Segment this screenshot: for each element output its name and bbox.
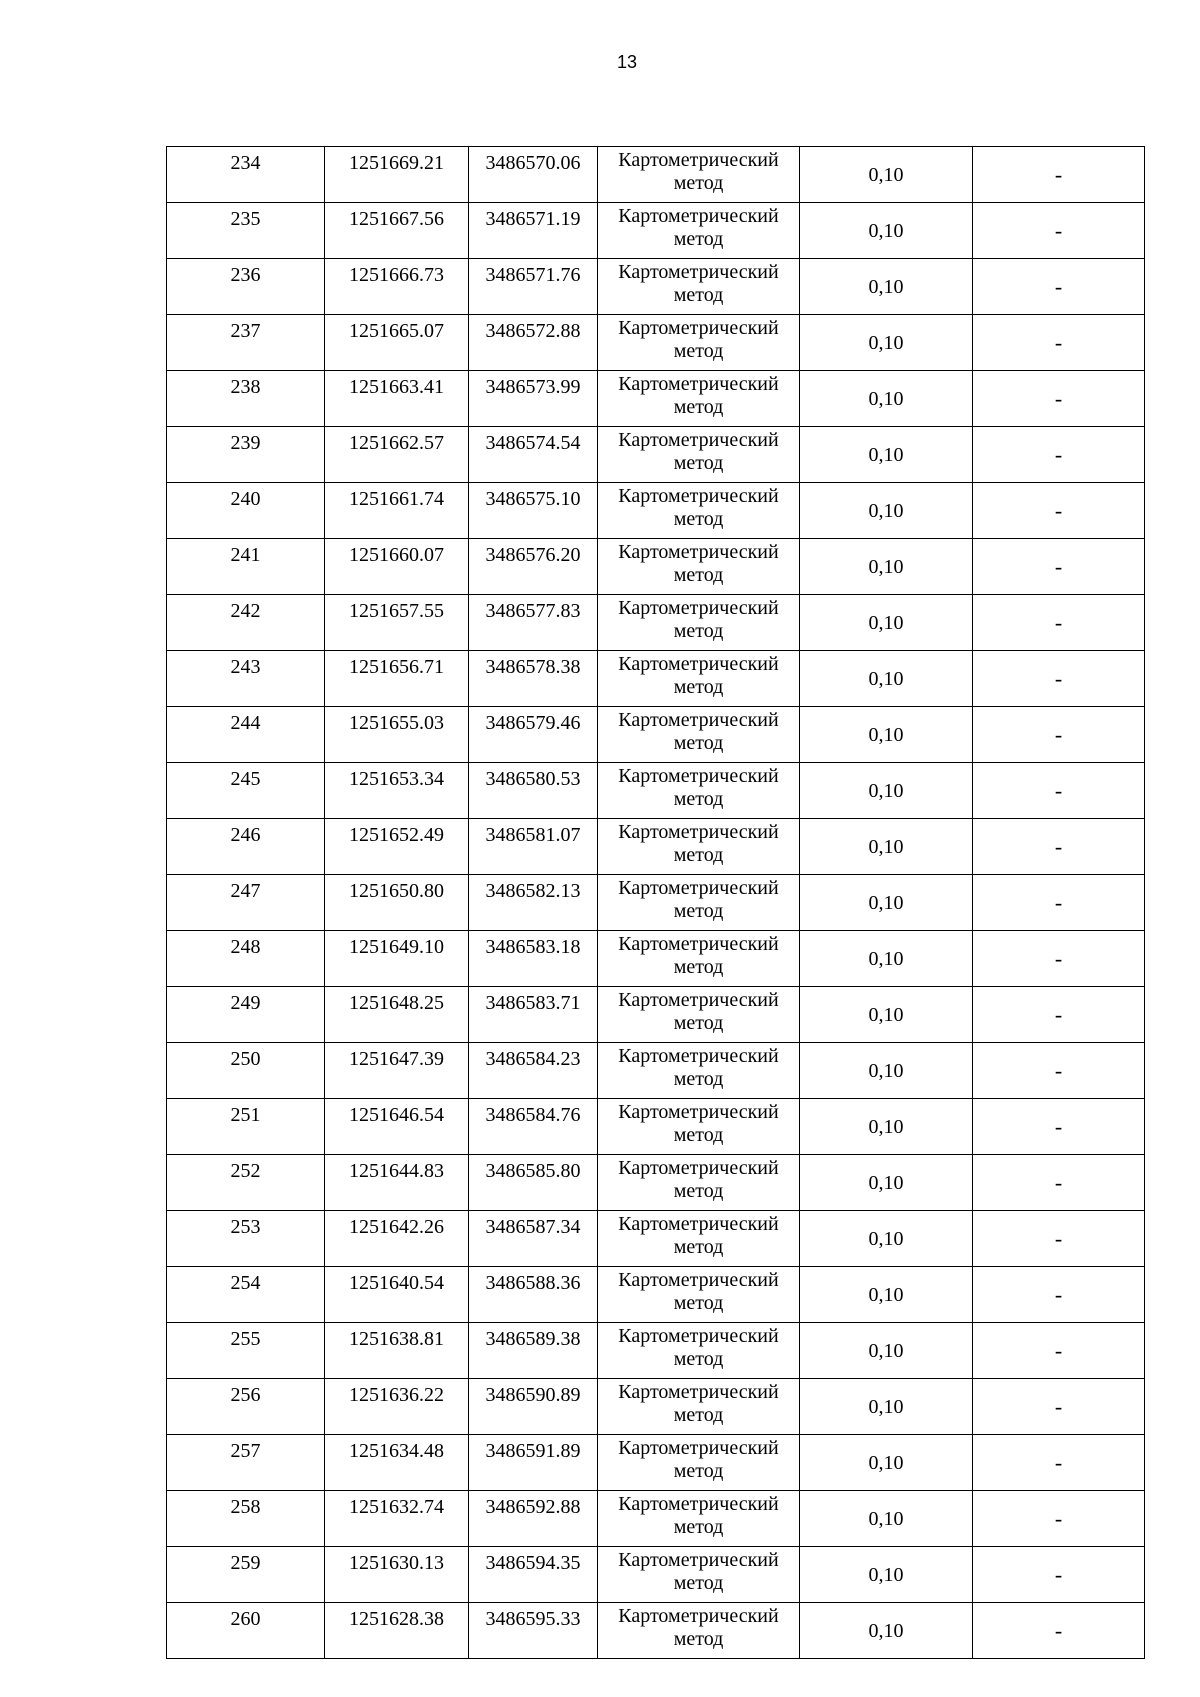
method-cell — [598, 1323, 800, 1379]
method-cell — [598, 1547, 800, 1603]
method-line-1: Картометрический — [618, 1605, 779, 1627]
note-cell: - — [973, 1435, 1145, 1491]
note-cell: - — [973, 259, 1145, 315]
method-line-1: Картометрический — [618, 653, 779, 675]
method-line-1: Картометрический — [618, 877, 779, 899]
point-number-cell: 240 — [167, 483, 325, 539]
x-coordinate-cell: 1251660.07 — [325, 539, 469, 595]
note-cell: - — [973, 1379, 1145, 1435]
accuracy-cell: 0,10 — [800, 1603, 973, 1659]
x-coordinate-cell: 1251669.21 — [325, 147, 469, 203]
y-coordinate-cell: 3486595.33 — [469, 1603, 598, 1659]
accuracy-cell: 0,10 — [800, 1155, 973, 1211]
x-coordinate-cell: 1251662.57 — [325, 427, 469, 483]
x-coordinate-cell: 1251632.74 — [325, 1491, 469, 1547]
method-cell — [598, 1043, 800, 1099]
x-coordinate-cell: 1251666.73 — [325, 259, 469, 315]
accuracy-cell: 0,10 — [800, 483, 973, 539]
x-coordinate-cell: 1251661.74 — [325, 483, 469, 539]
accuracy-cell: 0,10 — [800, 707, 973, 763]
point-number-cell: 257 — [167, 1435, 325, 1491]
note-cell: - — [973, 427, 1145, 483]
note-cell: - — [973, 1547, 1145, 1603]
method-line-2: метод — [673, 788, 724, 810]
note-cell: - — [973, 763, 1145, 819]
accuracy-cell: 0,10 — [800, 1435, 973, 1491]
y-coordinate-cell: 3486573.99 — [469, 371, 598, 427]
method-cell — [598, 1267, 800, 1323]
method-cell — [598, 427, 800, 483]
method-line-2: метод — [673, 620, 724, 642]
table-row — [167, 1435, 1145, 1491]
table-row — [167, 483, 1145, 539]
y-coordinate-cell: 3486570.06 — [469, 147, 598, 203]
note-cell: - — [973, 987, 1145, 1043]
table-row — [167, 1547, 1145, 1603]
method-cell — [598, 1603, 800, 1659]
method-line-1: Картометрический — [618, 1157, 779, 1179]
method-line-1: Картометрический — [618, 1101, 779, 1123]
page-number: 13 — [616, 52, 638, 72]
table-row — [167, 1043, 1145, 1099]
x-coordinate-cell: 1251640.54 — [325, 1267, 469, 1323]
accuracy-cell: 0,10 — [800, 1547, 973, 1603]
note-cell: - — [973, 1043, 1145, 1099]
method-cell — [598, 539, 800, 595]
table-row — [167, 427, 1145, 483]
table-row — [167, 1155, 1145, 1211]
table-row — [167, 707, 1145, 763]
point-number-cell: 252 — [167, 1155, 325, 1211]
x-coordinate-cell: 1251648.25 — [325, 987, 469, 1043]
accuracy-cell: 0,10 — [800, 1491, 973, 1547]
method-line-2: метод — [673, 1068, 724, 1090]
method-line-2: метод — [673, 172, 724, 194]
method-line-2: метод — [673, 340, 724, 362]
method-line-1: Картометрический — [618, 1213, 779, 1235]
method-cell — [598, 763, 800, 819]
accuracy-cell: 0,10 — [800, 1099, 973, 1155]
method-cell — [598, 203, 800, 259]
point-number-cell: 236 — [167, 259, 325, 315]
note-cell: - — [973, 147, 1145, 203]
accuracy-cell: 0,10 — [800, 371, 973, 427]
method-line-1: Картометрический — [618, 989, 779, 1011]
method-line-1: Картометрический — [618, 821, 779, 843]
note-cell: - — [973, 651, 1145, 707]
method-cell — [598, 875, 800, 931]
y-coordinate-cell: 3486575.10 — [469, 483, 598, 539]
x-coordinate-cell: 1251647.39 — [325, 1043, 469, 1099]
table-row — [167, 539, 1145, 595]
point-number-cell: 246 — [167, 819, 325, 875]
accuracy-cell: 0,10 — [800, 203, 973, 259]
method-line-2: метод — [673, 1124, 724, 1146]
method-line-2: метод — [673, 1348, 724, 1370]
method-line-1: Картометрический — [618, 709, 779, 731]
x-coordinate-cell: 1251653.34 — [325, 763, 469, 819]
point-number-cell: 254 — [167, 1267, 325, 1323]
point-number-cell: 238 — [167, 371, 325, 427]
accuracy-cell: 0,10 — [800, 315, 973, 371]
method-line-2: метод — [673, 1516, 724, 1538]
x-coordinate-cell: 1251663.41 — [325, 371, 469, 427]
method-cell — [598, 483, 800, 539]
x-coordinate-cell: 1251665.07 — [325, 315, 469, 371]
y-coordinate-cell: 3486589.38 — [469, 1323, 598, 1379]
accuracy-cell: 0,10 — [800, 1043, 973, 1099]
note-cell: - — [973, 595, 1145, 651]
x-coordinate-cell: 1251628.38 — [325, 1603, 469, 1659]
y-coordinate-cell: 3486583.18 — [469, 931, 598, 987]
table-row — [167, 651, 1145, 707]
x-coordinate-cell: 1251638.81 — [325, 1323, 469, 1379]
method-line-2: метод — [673, 900, 724, 922]
method-cell — [598, 651, 800, 707]
method-line-2: метод — [673, 1404, 724, 1426]
method-line-2: метод — [673, 564, 724, 586]
method-cell — [598, 1155, 800, 1211]
method-line-2: метод — [673, 508, 724, 530]
accuracy-cell: 0,10 — [800, 819, 973, 875]
point-number-cell: 248 — [167, 931, 325, 987]
point-number-cell: 250 — [167, 1043, 325, 1099]
method-cell — [598, 819, 800, 875]
point-number-cell: 241 — [167, 539, 325, 595]
note-cell: - — [973, 1267, 1145, 1323]
point-number-cell: 234 — [167, 147, 325, 203]
note-cell: - — [973, 315, 1145, 371]
accuracy-cell: 0,10 — [800, 147, 973, 203]
y-coordinate-cell: 3486571.76 — [469, 259, 598, 315]
table-row — [167, 1211, 1145, 1267]
method-line-2: метод — [673, 1180, 724, 1202]
y-coordinate-cell: 3486577.83 — [469, 595, 598, 651]
method-line-2: метод — [673, 228, 724, 250]
note-cell: - — [973, 1099, 1145, 1155]
point-number-cell: 256 — [167, 1379, 325, 1435]
table-row — [167, 1099, 1145, 1155]
method-line-1: Картометрический — [618, 1325, 779, 1347]
note-cell: - — [973, 1491, 1145, 1547]
point-number-cell: 239 — [167, 427, 325, 483]
y-coordinate-cell: 3486588.36 — [469, 1267, 598, 1323]
y-coordinate-cell: 3486592.88 — [469, 1491, 598, 1547]
table-row — [167, 819, 1145, 875]
point-number-cell: 260 — [167, 1603, 325, 1659]
y-coordinate-cell: 3486580.53 — [469, 763, 598, 819]
coordinates-table-body — [167, 147, 1145, 1659]
accuracy-cell: 0,10 — [800, 987, 973, 1043]
x-coordinate-cell: 1251646.54 — [325, 1099, 469, 1155]
point-number-cell: 242 — [167, 595, 325, 651]
note-cell: - — [973, 1323, 1145, 1379]
method-line-2: метод — [673, 396, 724, 418]
method-line-1: Картометрический — [618, 429, 779, 451]
method-cell — [598, 1379, 800, 1435]
method-line-1: Картометрический — [618, 373, 779, 395]
point-number-cell: 253 — [167, 1211, 325, 1267]
x-coordinate-cell: 1251644.83 — [325, 1155, 469, 1211]
point-number-cell: 255 — [167, 1323, 325, 1379]
method-cell — [598, 259, 800, 315]
accuracy-cell: 0,10 — [800, 595, 973, 651]
point-number-cell: 247 — [167, 875, 325, 931]
table-row — [167, 1491, 1145, 1547]
method-line-2: метод — [673, 1572, 724, 1594]
table-row — [167, 1603, 1145, 1659]
table-row — [167, 203, 1145, 259]
y-coordinate-cell: 3486587.34 — [469, 1211, 598, 1267]
method-line-1: Картометрический — [618, 1269, 779, 1291]
x-coordinate-cell: 1251634.48 — [325, 1435, 469, 1491]
note-cell: - — [973, 1603, 1145, 1659]
method-line-2: метод — [673, 956, 724, 978]
method-cell — [598, 1099, 800, 1155]
accuracy-cell: 0,10 — [800, 259, 973, 315]
method-line-1: Картометрический — [618, 1381, 779, 1403]
method-cell — [598, 595, 800, 651]
x-coordinate-cell: 1251636.22 — [325, 1379, 469, 1435]
note-cell: - — [973, 1155, 1145, 1211]
table-row — [167, 259, 1145, 315]
y-coordinate-cell: 3486584.23 — [469, 1043, 598, 1099]
y-coordinate-cell: 3486576.20 — [469, 539, 598, 595]
accuracy-cell: 0,10 — [800, 875, 973, 931]
method-line-1: Картометрический — [618, 485, 779, 507]
method-cell — [598, 147, 800, 203]
y-coordinate-cell: 3486594.35 — [469, 1547, 598, 1603]
method-cell — [598, 1491, 800, 1547]
accuracy-cell: 0,10 — [800, 1379, 973, 1435]
method-line-2: метод — [673, 1460, 724, 1482]
method-line-1: Картометрический — [618, 541, 779, 563]
method-cell — [598, 1211, 800, 1267]
method-line-1: Картометрический — [618, 933, 779, 955]
method-cell — [598, 987, 800, 1043]
note-cell: - — [973, 203, 1145, 259]
y-coordinate-cell: 3486584.76 — [469, 1099, 598, 1155]
method-line-1: Картометрический — [618, 317, 779, 339]
method-cell — [598, 371, 800, 427]
coordinates-table — [166, 146, 1145, 1659]
method-cell — [598, 707, 800, 763]
table-row — [167, 987, 1145, 1043]
y-coordinate-cell: 3486591.89 — [469, 1435, 598, 1491]
method-line-2: метод — [673, 1628, 724, 1650]
point-number-cell: 245 — [167, 763, 325, 819]
x-coordinate-cell: 1251656.71 — [325, 651, 469, 707]
point-number-cell: 258 — [167, 1491, 325, 1547]
y-coordinate-cell: 3486571.19 — [469, 203, 598, 259]
table-row — [167, 1323, 1145, 1379]
method-line-2: метод — [673, 1012, 724, 1034]
x-coordinate-cell: 1251667.56 — [325, 203, 469, 259]
method-line-2: метод — [673, 844, 724, 866]
point-number-cell: 237 — [167, 315, 325, 371]
note-cell: - — [973, 483, 1145, 539]
method-line-2: метод — [673, 452, 724, 474]
table-row — [167, 1379, 1145, 1435]
point-number-cell: 235 — [167, 203, 325, 259]
x-coordinate-cell: 1251652.49 — [325, 819, 469, 875]
note-cell: - — [973, 539, 1145, 595]
method-line-2: метод — [673, 284, 724, 306]
method-cell — [598, 1435, 800, 1491]
x-coordinate-cell: 1251649.10 — [325, 931, 469, 987]
note-cell: - — [973, 707, 1145, 763]
method-line-1: Картометрический — [618, 1549, 779, 1571]
accuracy-cell: 0,10 — [800, 1211, 973, 1267]
table-row — [167, 931, 1145, 987]
y-coordinate-cell: 3486590.89 — [469, 1379, 598, 1435]
note-cell: - — [973, 371, 1145, 427]
accuracy-cell: 0,10 — [800, 931, 973, 987]
method-line-1: Картометрический — [618, 1437, 779, 1459]
note-cell: - — [973, 1211, 1145, 1267]
method-line-2: метод — [673, 1292, 724, 1314]
y-coordinate-cell: 3486583.71 — [469, 987, 598, 1043]
accuracy-cell: 0,10 — [800, 651, 973, 707]
method-line-1: Картометрический — [618, 597, 779, 619]
method-cell — [598, 315, 800, 371]
method-line-1: Картометрический — [618, 765, 779, 787]
point-number-cell: 259 — [167, 1547, 325, 1603]
table-row — [167, 1267, 1145, 1323]
method-cell — [598, 931, 800, 987]
point-number-cell: 251 — [167, 1099, 325, 1155]
method-line-1: Картометрический — [618, 261, 779, 283]
table-row — [167, 315, 1145, 371]
accuracy-cell: 0,10 — [800, 1323, 973, 1379]
table-row — [167, 595, 1145, 651]
accuracy-cell: 0,10 — [800, 539, 973, 595]
point-number-cell: 244 — [167, 707, 325, 763]
y-coordinate-cell: 3486579.46 — [469, 707, 598, 763]
method-line-2: метод — [673, 1236, 724, 1258]
table-row — [167, 763, 1145, 819]
note-cell: - — [973, 931, 1145, 987]
x-coordinate-cell: 1251630.13 — [325, 1547, 469, 1603]
point-number-cell: 249 — [167, 987, 325, 1043]
y-coordinate-cell: 3486582.13 — [469, 875, 598, 931]
note-cell: - — [973, 875, 1145, 931]
method-line-1: Картометрический — [618, 1493, 779, 1515]
x-coordinate-cell: 1251650.80 — [325, 875, 469, 931]
y-coordinate-cell: 3486581.07 — [469, 819, 598, 875]
table-row — [167, 875, 1145, 931]
y-coordinate-cell: 3486572.88 — [469, 315, 598, 371]
method-line-1: Картометрический — [618, 149, 779, 171]
x-coordinate-cell: 1251655.03 — [325, 707, 469, 763]
method-line-2: метод — [673, 732, 724, 754]
table-row — [167, 371, 1145, 427]
accuracy-cell: 0,10 — [800, 1267, 973, 1323]
y-coordinate-cell: 3486578.38 — [469, 651, 598, 707]
table-row — [167, 147, 1145, 203]
note-cell: - — [973, 819, 1145, 875]
y-coordinate-cell: 3486585.80 — [469, 1155, 598, 1211]
method-line-2: метод — [673, 676, 724, 698]
method-line-1: Картометрический — [618, 1045, 779, 1067]
x-coordinate-cell: 1251642.26 — [325, 1211, 469, 1267]
point-number-cell: 243 — [167, 651, 325, 707]
x-coordinate-cell: 1251657.55 — [325, 595, 469, 651]
y-coordinate-cell: 3486574.54 — [469, 427, 598, 483]
method-line-1: Картометрический — [618, 205, 779, 227]
accuracy-cell: 0,10 — [800, 427, 973, 483]
accuracy-cell: 0,10 — [800, 763, 973, 819]
